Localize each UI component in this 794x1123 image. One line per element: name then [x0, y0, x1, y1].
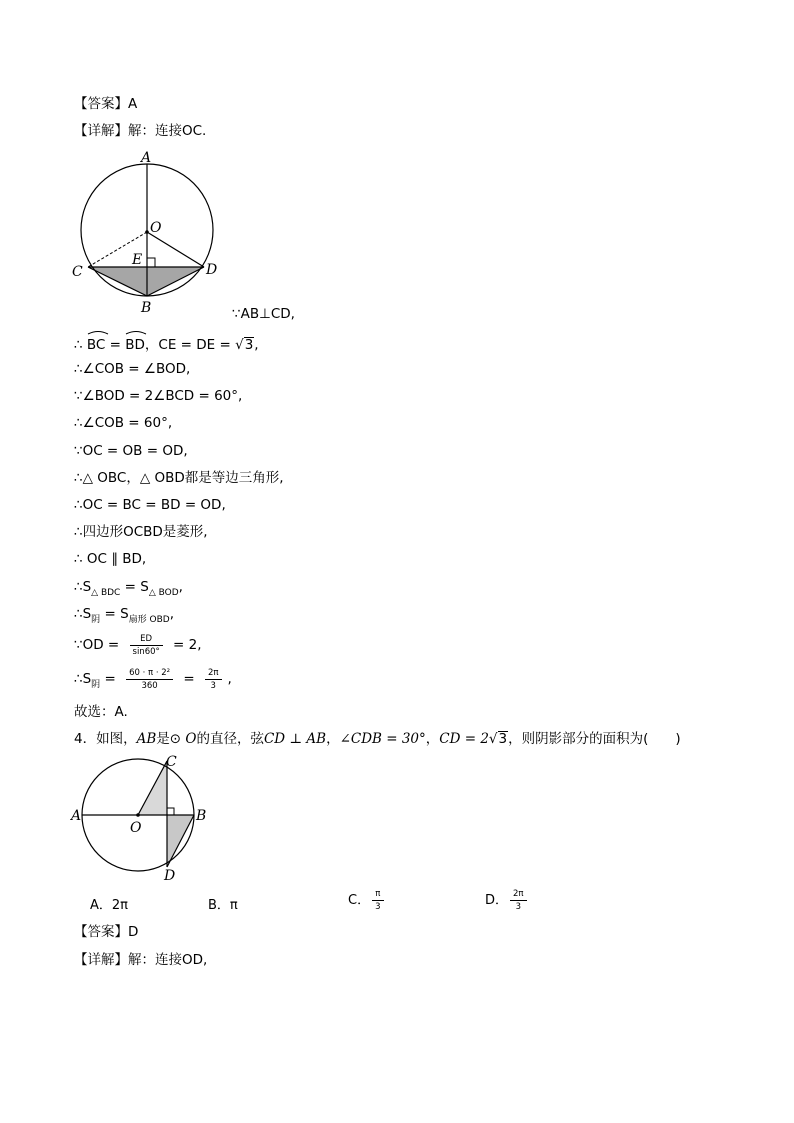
- expr-cd-value: CD = 2: [439, 731, 489, 747]
- detail-line-2: [74, 951, 207, 969]
- subscript-shaded: 阴: [91, 680, 101, 690]
- s-symbol: ∴S: [74, 579, 92, 595]
- answer-tag: 【答案】: [74, 96, 128, 112]
- fraction-denominator: 3: [375, 902, 381, 912]
- step-10-end: ,: [178, 579, 183, 595]
- equals-s: = S: [100, 606, 129, 622]
- segment-od: [147, 232, 204, 267]
- step-6: ∴△ OBC，△ OBD都是等边三角形,: [74, 470, 284, 486]
- choose-line-1: 故选：A.: [74, 704, 128, 720]
- fraction-numerator: 2π: [510, 889, 527, 901]
- right-angle-mark: [147, 258, 155, 267]
- equals: =: [100, 671, 121, 687]
- var-ab: AB: [136, 731, 157, 747]
- step-12-end: = 2,: [168, 637, 202, 653]
- step-3: ∵∠BOD = 2∠BCD = 60°,: [74, 388, 243, 404]
- step-8: ∴四边形OCBD是菱形,: [74, 524, 208, 540]
- sqrt-3: 3: [498, 731, 508, 747]
- fraction-denominator: 3: [210, 680, 216, 691]
- label-d: D: [164, 868, 176, 882]
- fraction-denominator: 3: [515, 902, 521, 912]
- figure-2-circle-diagram: [70, 752, 220, 882]
- label-b: B: [141, 300, 152, 316]
- center-dot: [136, 813, 140, 817]
- figure-1-circle-diagram: [70, 150, 230, 320]
- text-chunk: ，: [425, 731, 440, 747]
- step-13-end: ,: [227, 671, 232, 687]
- label-o: O: [150, 220, 162, 236]
- subscript-shaded: 阴: [91, 615, 101, 625]
- option-d-label: D．: [485, 893, 509, 908]
- option-c-label: C．: [348, 893, 371, 908]
- answer-line-1: [74, 95, 137, 113]
- detail-text: 解：连接OC.: [128, 123, 207, 139]
- fraction-sector-area: [126, 668, 173, 691]
- step-9: ∴ OC ∥ BD,: [74, 551, 147, 567]
- option-b[interactable]: [208, 894, 238, 913]
- arc-bc-label: BC: [86, 337, 106, 353]
- label-d: D: [206, 262, 218, 278]
- arc-bd-label: BD: [125, 337, 145, 353]
- option-b-label: B．: [208, 898, 230, 913]
- circle-symbol: ⊙: [169, 731, 182, 747]
- text-chunk: 是: [156, 731, 170, 747]
- step-1: ∴ BC = BD，CE = DE = √3,: [74, 333, 259, 354]
- fraction-numerator: π: [372, 889, 383, 901]
- var-o: O: [185, 731, 197, 747]
- arc-bd: [125, 333, 145, 354]
- label-e: E: [132, 252, 143, 268]
- step-4: ∴∠COB = 60°,: [74, 415, 173, 431]
- step-1-eq: =: [105, 337, 126, 353]
- fraction-numerator: 60 · π · 2²: [126, 668, 173, 680]
- option-a-label: A．: [90, 898, 112, 913]
- option-a[interactable]: [90, 894, 128, 913]
- option-d-fraction: [510, 889, 527, 912]
- text-chunk: ，: [326, 731, 340, 747]
- text-chunk: ，则阴影部分的面积为( ): [508, 731, 681, 747]
- detail-line-1: [74, 122, 206, 140]
- detail-tag: 【详解】: [74, 952, 128, 968]
- step-1-end: ,: [254, 337, 259, 353]
- option-c[interactable]: [348, 888, 386, 914]
- od-equals: ∵OD =: [74, 637, 124, 653]
- option-c-fraction: [372, 889, 383, 912]
- arc-bc: [87, 333, 105, 354]
- step-0: ∵AB⊥CD,: [232, 306, 295, 322]
- subscript-bod: △ BOD: [148, 588, 179, 598]
- fraction-numerator: ED: [130, 634, 163, 646]
- step-11: [74, 605, 174, 629]
- step-1-post: ，CE = DE =: [144, 337, 236, 353]
- step-7: ∴OC = BC = BD = OD,: [74, 497, 226, 513]
- step-10: [74, 578, 183, 602]
- option-a-value: 2π: [111, 898, 129, 913]
- question-number: 4．如图，: [74, 731, 137, 747]
- expr-angle-cdb: ∠CDB = 30°: [339, 731, 426, 747]
- subscript-bdc: △ BDC: [91, 588, 121, 598]
- option-d[interactable]: [485, 888, 529, 914]
- label-a: A: [71, 808, 82, 824]
- step-13: [74, 666, 232, 698]
- answer-tag: 【答案】: [74, 924, 128, 940]
- answer-value: D: [128, 924, 139, 940]
- fraction-denominator: 360: [141, 680, 158, 691]
- fraction-ed-sin60: [130, 634, 163, 657]
- step-2: ∴∠COB = ∠BOD,: [74, 361, 191, 377]
- label-c: C: [72, 264, 83, 280]
- step-5: ∵OC = OB = OD,: [74, 443, 188, 459]
- step-11-end: ,: [169, 606, 175, 622]
- text-chunk: 的直径，弦: [196, 731, 264, 747]
- fraction-numerator: 2π: [205, 668, 222, 680]
- answer-line-2: [74, 923, 138, 941]
- expr-cd-perp-ab: CD ⊥ AB: [263, 731, 327, 747]
- equals-s: = S: [120, 579, 149, 595]
- fraction-result: [205, 668, 222, 691]
- s-symbol: ∴S: [74, 671, 92, 687]
- equals: =: [179, 671, 199, 687]
- step-1-prefix: ∴: [74, 337, 87, 353]
- right-angle-mark: [167, 808, 174, 815]
- subscript-sector: 扇形 OBD: [128, 615, 170, 625]
- step-12: [74, 632, 202, 658]
- label-o: O: [130, 820, 142, 836]
- fraction-denominator: sin60°: [132, 646, 160, 657]
- question-4: 4．如图，AB是⊙ O的直径，弦CD ⊥ AB，∠CDB = 30°，CD = 2√3，则阴影部分的面积为( ): [74, 731, 681, 747]
- center-dot: [145, 230, 149, 234]
- label-b: B: [196, 808, 207, 824]
- label-c: C: [166, 754, 177, 770]
- sqrt-3: 3: [244, 337, 254, 353]
- s-symbol: ∴S: [74, 606, 92, 622]
- option-b-value: π: [229, 898, 238, 913]
- answer-value: A: [128, 96, 138, 112]
- detail-tag: 【详解】: [74, 123, 128, 139]
- detail-text: 解：连接OD,: [128, 952, 208, 968]
- label-a: A: [141, 150, 152, 166]
